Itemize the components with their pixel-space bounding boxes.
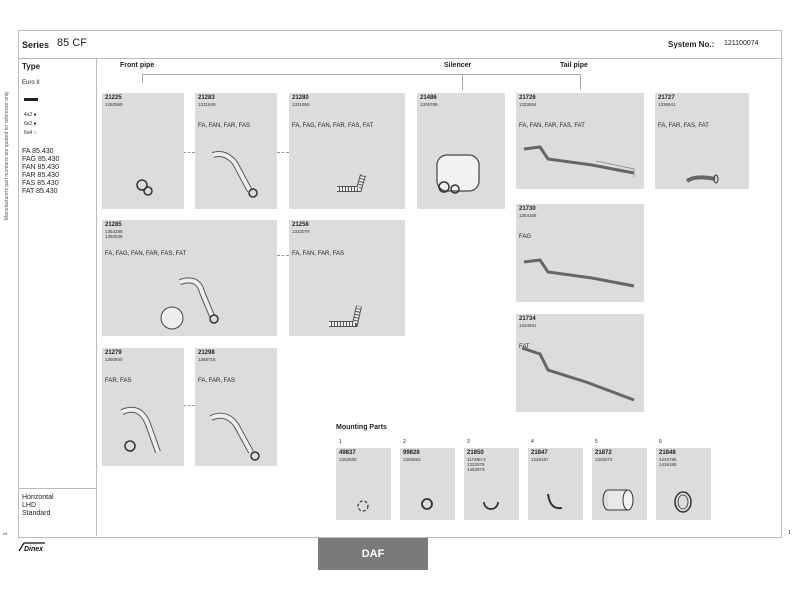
mounting-part-panel[interactable] [400,439,455,520]
pipe-drawing-icon [195,93,277,209]
part-panel[interactable] [195,348,277,466]
tail-pipe-drawing-icon [516,204,644,302]
part-models: FAT [519,344,530,350]
part-code: 21283 [198,95,215,101]
part-panel[interactable] [195,93,277,209]
end-pipe-drawing-icon [655,93,749,189]
part-code: 21279 [105,350,122,356]
part-models: FA, FAG, FAN, FAR, FAS, FAT [292,123,374,129]
sleeve-drawing-icon [592,448,647,520]
mounting-part-number: 3 [467,439,470,445]
euro-label: Euro II [22,80,40,86]
part-models: FA, FAN, FAR, FAS [198,123,251,129]
dinex-logo-icon [18,540,46,554]
part-ref-line: 1354286 [105,229,123,234]
model-list [22,148,59,196]
part-panel[interactable] [417,93,505,209]
sidebar-bottom-divider [18,488,96,489]
bracket-drawing-icon [528,448,583,520]
part-code: 21285 [105,222,122,228]
type-label: Type [22,62,41,71]
axle-label: 6x2 [24,121,33,127]
part-ref-line: 1452973 [467,467,485,472]
truck-icon [24,98,38,101]
tail-pipe-drawing-icon [516,93,644,189]
part-ref: 1302830 [339,457,357,462]
part-ref: 1331950 [292,102,310,107]
mounting-part-number: 5 [595,439,598,445]
flange-drawing-icon [656,448,711,520]
page-number: 1 [788,530,791,536]
header-divider [18,58,781,59]
part-models: FA, FAN, FAR, FAS [292,251,345,257]
part-panel[interactable] [289,93,405,209]
connector-dots [277,152,289,153]
mounting-part-panel[interactable] [336,439,391,520]
model-item: FAR 85.430 [22,172,59,179]
axle-icon: 6x2 ● [24,121,37,127]
mounting-part-number: 1 [339,439,342,445]
axle-icon: 4x2 ● [24,112,37,118]
part-models: FAR, FAS [105,378,132,384]
part-code: 21225 [105,95,122,101]
connector-dots [183,405,195,406]
part-code: 21872 [595,450,612,456]
part-code: 21280 [292,95,309,101]
axle-icon: 6x4 ○ [24,130,37,136]
part-code: 21298 [198,350,215,356]
mounting-part-panel[interactable] [656,439,711,520]
part-code: 99828 [403,450,420,456]
pipe-assembly-drawing-icon [102,220,277,336]
part-models: FA, FAR, FAS, FAT [658,123,709,129]
model-item: FAT 85.430 [22,188,58,195]
part-ref-line: 1232978 [467,462,485,467]
silencer-title: Silencer [444,62,472,69]
series-value: 85 CF [57,37,87,49]
part-ref: 1364106 [519,213,537,218]
flex-pipe-drawing-icon [289,93,405,209]
flex-pipe-drawing-icon [289,220,405,336]
mounting-part-panel[interactable] [528,439,583,520]
reference-note: Manufacturers part numbers are quoted for reference only [4,91,10,220]
part-code: 21850 [467,450,484,456]
mounting-part-number: 2 [403,439,406,445]
mounting-part-panel[interactable] [592,439,647,520]
part-ref: 1360940 [105,357,123,362]
mounting-parts-title: Mounting Parts [336,424,387,431]
config-item: Horizontal [22,494,54,501]
part-ref-line: 1436185 [659,462,677,467]
silencer-drawing-icon [417,93,505,209]
part-code: 21726 [519,95,536,101]
part-ref: 1333079 [292,229,310,234]
part-ref-line: 117280-3 [467,457,486,462]
config-item: Standard [22,510,51,517]
brand-label: DAF [318,538,428,570]
system-number-label: System No.: [668,40,715,49]
assembly-bracket [142,74,581,83]
part-ref: 1336941 [658,102,676,107]
part-code: 21486 [420,95,437,101]
part-models: FA, FAN, FAR, FAS, FAT [519,123,585,129]
gasket-drawing-icon [336,448,391,520]
part-panel[interactable] [516,314,644,412]
part-code: 21730 [519,206,536,212]
axle-label: 6x4 [24,130,33,136]
part-panel[interactable] [102,93,184,209]
part-ref: 1325072 [595,457,613,462]
part-code: 21727 [658,95,675,101]
assembly-bracket [580,74,581,90]
part-ref-line: 1248785 [659,457,677,462]
part-ref: 1248187 [531,457,549,462]
part-panel[interactable] [655,93,749,189]
corner-mark: v4 [3,531,8,536]
sidebar-divider [96,58,97,536]
part-panel[interactable] [289,220,405,336]
assembly-bracket [462,74,463,90]
series-label: Series [22,40,50,50]
front-pipe-title: Front pipe [120,62,155,69]
tail-pipe-drawing-icon [516,314,644,412]
part-models: FA, FAR, FAS [198,378,236,384]
mounting-part-number: 6 [659,439,662,445]
part-ref: 1368716 [198,357,216,362]
part-code: 21258 [292,222,309,228]
configuration-list [22,494,54,518]
part-ref: 1334601 [519,323,537,328]
part-ref: 1300653 [403,457,421,462]
axle-label: 4x2 [24,112,33,118]
logo-text: Dinex [24,546,44,553]
model-item: FAS 85.430 [22,180,59,187]
clamp-drawing-icon [464,448,519,520]
part-code: 49837 [339,450,356,456]
part-code: 21848 [659,450,676,456]
part-ref: 1305789 [420,102,438,107]
part-models: FAG [519,234,532,240]
connector-dots [277,255,289,256]
model-item: FAN 85.430 [22,164,59,171]
part-code: 21734 [519,316,536,322]
config-item: LHD [22,502,37,509]
part-panel[interactable] [516,93,644,189]
system-number-value: 121100074 [724,40,759,47]
tail-pipe-title: Tail pipe [560,62,588,69]
mounting-part-panel[interactable] [464,439,519,520]
part-ref: 1333654 [519,102,537,107]
part-models: FA, FAG, FAN, FAR, FAS, FAT [105,251,187,257]
clamp-drawing-icon [400,448,455,520]
pipe-drawing-icon [102,348,184,466]
clamp-drawing-icon [102,93,184,209]
part-ref: 1331949 [198,102,216,107]
part-panel[interactable] [516,204,644,302]
mounting-part-number: 4 [531,439,534,445]
part-panel[interactable] [102,348,184,466]
part-code: 21847 [531,450,548,456]
pipe-drawing-icon [195,348,277,466]
part-panel[interactable] [102,220,277,336]
part-ref: 1292569 [105,102,123,107]
part-ref-line: 1392538 [105,234,123,239]
model-item: FAG 85.430 [22,156,60,163]
connector-dots [183,152,195,153]
model-item: FA 85.430 [22,148,54,155]
